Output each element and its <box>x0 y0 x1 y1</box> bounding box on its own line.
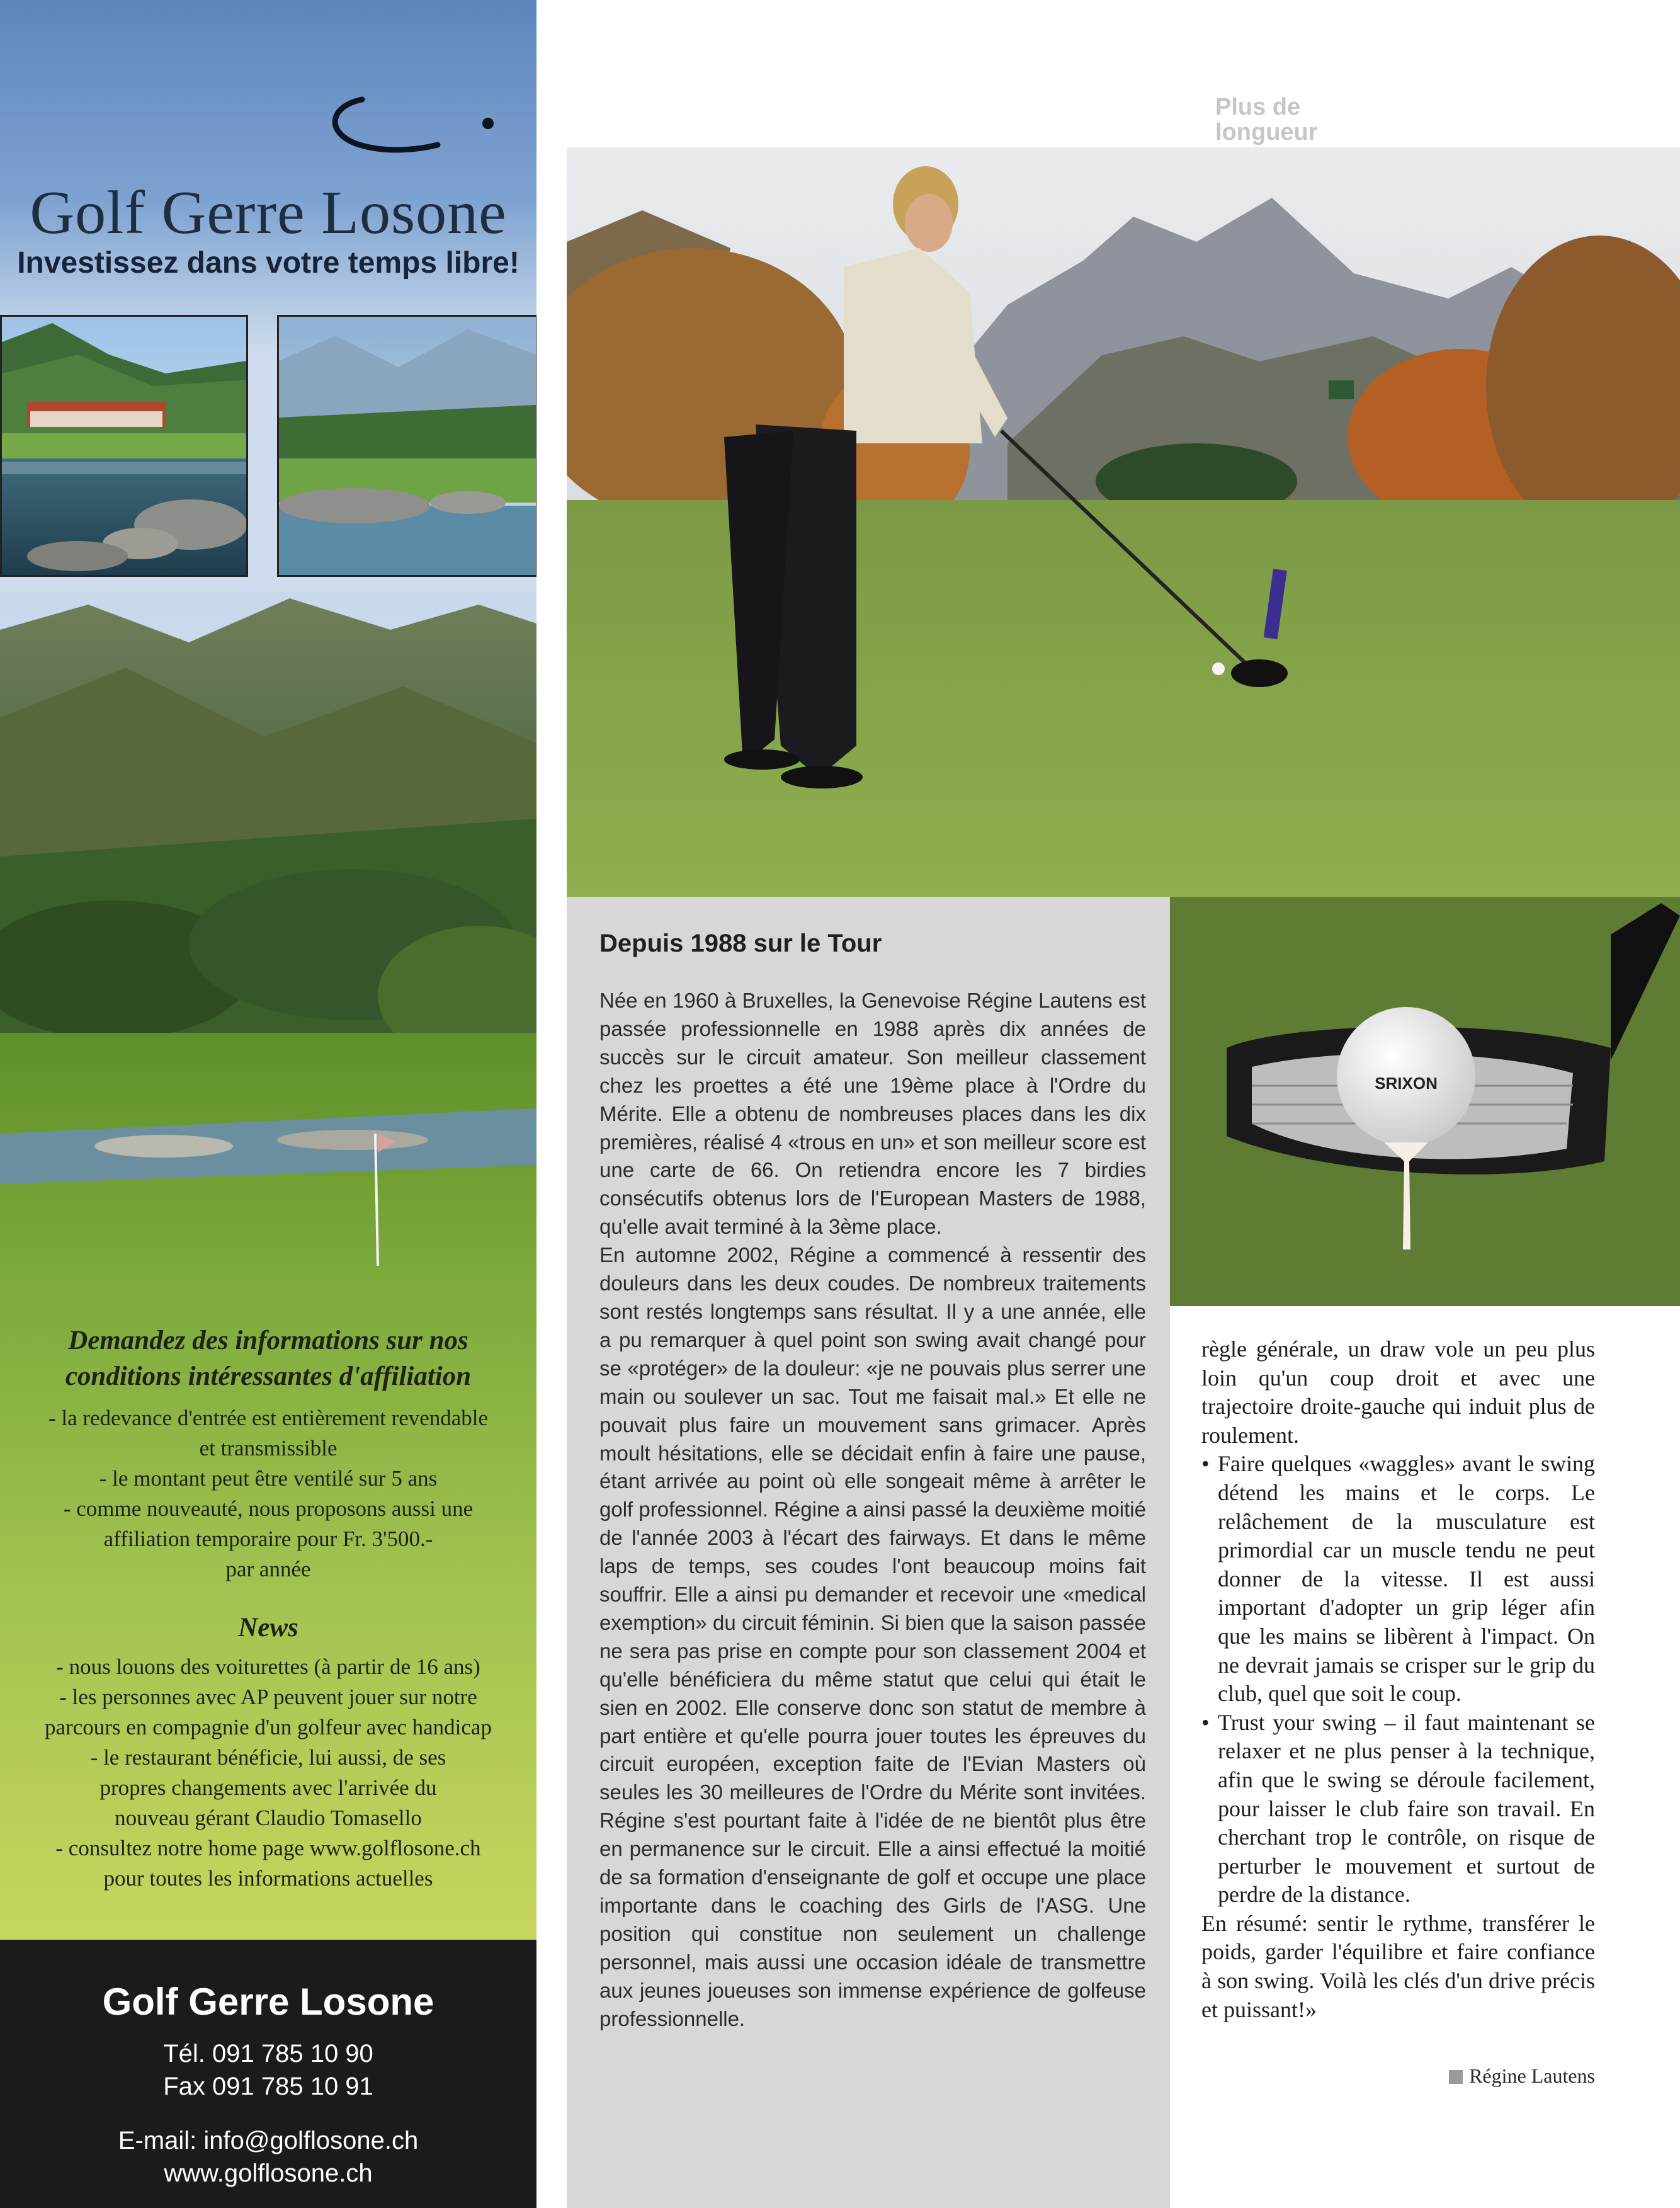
ad-news-line: - le restaurant bénéficie, lui aussi, de ses <box>90 1745 446 1770</box>
ad-info-line: - le montant peut être ventilé sur 5 ans <box>99 1466 438 1491</box>
sidebar-title: Depuis 1988 sur le Tour <box>599 930 882 957</box>
list-item: • Trust your swing – il faut maintenant se relaxer et ne plus penser à la technique, afin que le swing se déroule facilement, pour laisser le club faire son travail. En cherchant trop le contrôle, on risque de perturber le mouvement et surtout de perdre de la distance. <box>1201 1709 1595 1909</box>
ad-info-block <box>0 1323 536 1894</box>
ad-news-line: nouveau gérant Claudio Tomasello <box>115 1806 422 1830</box>
ad-website-link[interactable]: www.golflosone.ch <box>164 2160 373 2187</box>
ad-footer-brand: Golf Gerre Losone <box>102 1981 434 2023</box>
ad-info-line: affiliation temporaire pour Fr. 3'500.- <box>103 1527 433 1551</box>
club-and-ball-photo <box>1170 897 1680 1306</box>
section-label: Plus de longueur <box>1215 94 1318 145</box>
sidebar-box <box>567 897 1170 2208</box>
ad-news-line: propres changements avec l'arrivée du <box>99 1775 437 1800</box>
sidebar-paragraph: En automne 2002, Régine a commencé à ressentir des douleurs dans les deux coudes. De nombreux traitements sont restés longtemps sans résultat. Il y a une année, elle a pu remarquer à quel point son swing avait changé pour se «protéger» de la douleur: «je ne pouvais plus serrer une main ou soulever un sac. Tout me faisait mal.» Et elle ne pouvait plus faire un mouvement sans grimacer. Après moult hésitations, elle se décidait enfin à faire une pause, étant arrivée au point où elle songeait même à arrêter le golf professionnel. Régine a ainsi passé la deuxième moitié de l'année 2003 à l'écart des fairways. Et dans le même laps de temps, ses coudes l'ont beaucoup moins fait souffrir. Elle a ainsi pu demander et recevoir une «medical exemption» du circuit féminin. Si bien que la saison passée ne sera pas prise en compte pour son classement 2004 et qu'elle bénéficiera du même statut que celui qui était le sien en 2002. Elle conserve donc son statut de membre à part entière et qu'elle pourra jouer toutes les épreuves du circuit européen, exception faite de l'Evian Masters où seules les 30 meilleures de l'Ordre du Mérite sont invitées. Régine s'est pourtant faite à l'idée de ne bientôt plus être en permanence sur le circuit. Elle a ainsi effectué la moitié de sa formation d'enseignante de golf et occupe une place importante dans le coaching des Girls de l'ASG. Une position qui constitue non seulement un challenge personnel, mais aussi une occasion idéale de transmettre aux jeunes joueuses son immense expérience de golfeuse professionnelle. <box>599 1243 1146 2030</box>
ad-tagline: Investissez dans votre temps libre! <box>17 246 519 280</box>
ad-news-line: pour toutes les informations actuelles <box>103 1866 433 1891</box>
column-conclusion: En résumé: sentir le rythme, transférer le poids, garder l'équilibre et faire confiance à son swing. Voilà les clés d'un drive précis et puissant!» <box>1201 1910 1595 2022</box>
ad-contact-footer <box>0 1940 536 2208</box>
ball-brand-text: SRIXON <box>1375 1074 1438 1093</box>
ad-phone: Tél. 091 785 10 90 <box>163 2040 373 2068</box>
ad-news-line: parcours en compagnie d'un golfeur avec handicap <box>45 1715 492 1739</box>
ad-info-line: par année <box>225 1557 311 1581</box>
article-column <box>1201 1335 1595 2024</box>
author-name: Régine Lautens <box>1469 2064 1595 2087</box>
ad-info-line: et transmissible <box>199 1436 338 1460</box>
ad-news-line: - consultez notre home page www.golflosone.ch <box>55 1836 481 1860</box>
ad-fax: Fax 091 785 10 91 <box>163 2073 373 2100</box>
ad-info-line: - la redevance d'entrée est entièrement revendable <box>48 1406 489 1430</box>
golfer-photo <box>567 147 1680 897</box>
list-item: • Faire quelques «waggles» avant le swing détend les mains et le corps. Le relâchement de la musculature est primordial car un muscle tendu ne peut donner de la vitesse. Il est aussi important d'adopter un grip léger afin que les mains se libèrent à l'impact. On ne devrait jamais se crisper sur le grip du club, quel que soit le coup. <box>1201 1450 1595 1708</box>
ad-news-title: News <box>238 1613 298 1642</box>
clubhouse-photo <box>0 315 248 577</box>
ad-brand-title: Golf Gerre Losone <box>30 179 507 247</box>
ad-info-line: - comme nouveauté, nous proposons aussi une <box>63 1496 474 1521</box>
golf-logo-icon <box>318 87 507 162</box>
pond-photo <box>277 315 536 577</box>
ad-news-line: - nous louons des voiturettes (à partir de 16 ans) <box>56 1654 480 1679</box>
advertisement <box>0 0 536 2208</box>
sidebar-body <box>599 987 1146 2034</box>
square-icon <box>1449 2070 1463 2084</box>
ad-email-link[interactable]: E-mail: info@golflosone.ch <box>118 2127 419 2154</box>
column-intro: règle générale, un draw vole un peu plus loin qu'un coup droit et avec une trajectoire droite-gauche qui induit plus de roulement. <box>1201 1336 1595 1448</box>
author-signature <box>1436 2064 1595 2088</box>
tips-list <box>1201 1450 1595 1909</box>
ad-info-title: Demandez des informations sur nos conditions intéressantes d'affiliation <box>65 1326 472 1391</box>
ad-news-line: - les personnes avec AP peuvent jouer sur notre <box>59 1685 477 1709</box>
sidebar-paragraph: Née en 1960 à Bruxelles, la Genevoise Régine Lautens est passée professionnelle en 1988 après dix années de succès sur le circuit amateur. Son meilleur classement chez les proettes a été une 19ème place à l'Ordre du Mérite. Elle a obtenu de nombreuses places dans les dix premières, réalisé 4 «trous en un» et son meilleur score est une carte de 66. On retiendra encore les 7 birdies consécutifs obtenus lors de l'European Masters de 1988, qu'elle avait terminé à la 3ème place. <box>599 989 1146 1239</box>
